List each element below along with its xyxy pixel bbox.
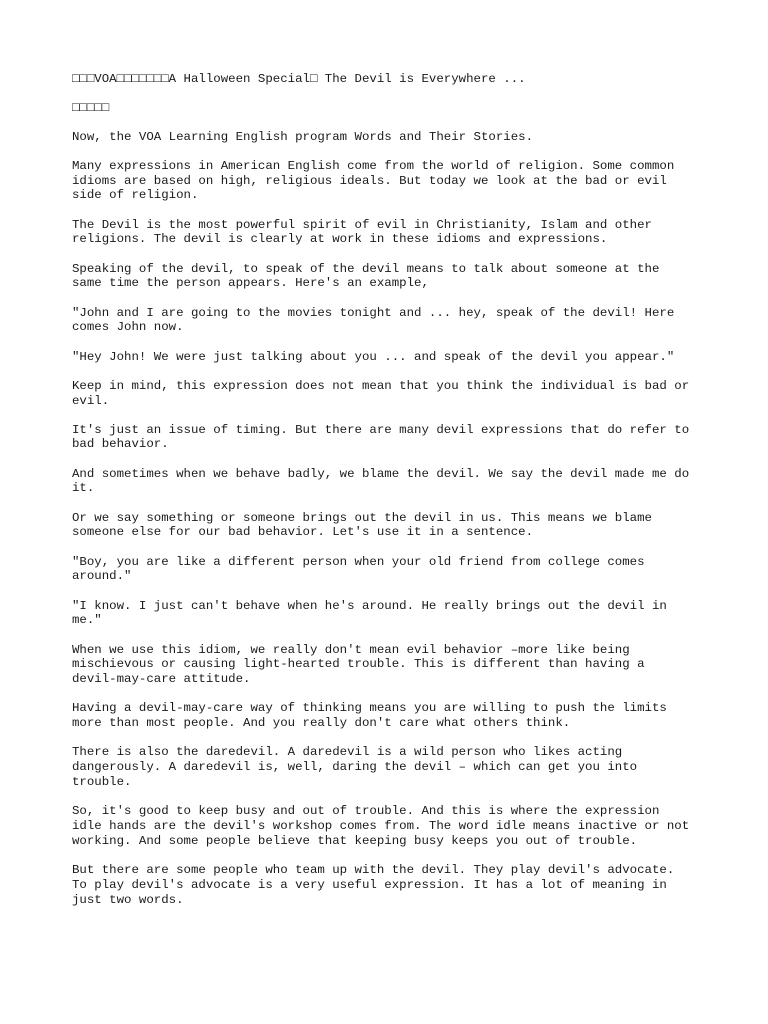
paragraph: Now, the VOA Learning English program Words and Their Stories. — [72, 129, 534, 144]
paragraph: The Devil is the most powerful spirit of evil in Christianity, Islam and other religions. The devil is clearly at work in these idioms and expressions. — [72, 217, 652, 247]
paragraph: Keep in mind, this expression does not mean that you think the individual is bad or evil. — [72, 378, 690, 408]
paragraph: There is also the daredevil. A daredevil is a wild person who likes acting dangerously. A daredevil is, well, daring the devil – which can get you into trouble. — [72, 745, 638, 789]
document-subtitle: □□□□□ — [72, 100, 110, 115]
paragraph: "John and I are going to the movies tonight and ... hey, speak of the devil! Here comes John now. — [72, 305, 675, 335]
paragraph: But there are some people who team up with the devil. They play devil's advocate. To play devil's advocate is a very useful expression. It has a lot of meaning in just two words. — [72, 862, 675, 907]
paragraph: "I know. I just can't behave when he's around. He really brings out the devil in me." — [72, 598, 667, 628]
document-title: □□□VOA□□□□□□□A Halloween Special□ The Devil is Everywhere ... — [72, 72, 526, 86]
paragraph: Or we say something or someone brings out the devil in us. This means we blame someone else for our bad behavior. Let's use it in a sentence. — [72, 510, 652, 540]
paragraph: It's just an issue of timing. But there are many devil expressions that do refer to bad behavior. — [72, 422, 690, 452]
paragraph: When we use this idiom, we really don't mean evil behavior –more like being mischievous or causing light-hearted trouble. This is different than having a devil-may-care attitude. — [72, 642, 645, 687]
document-body — [72, 72, 704, 922]
paragraph: Many expressions in American English come from the world of religion. Some common idioms are based on high, religious ideals. But today we look at the bad or evil side of religion. — [72, 158, 675, 203]
paragraph: And sometimes when we behave badly, we blame the devil. We say the devil made me do it. — [72, 466, 690, 496]
paragraph: Speaking of the devil, to speak of the devil means to talk about someone at the same time the person appears. Here's an example, — [72, 261, 660, 291]
paragraph: "Boy, you are like a different person when your old friend from college comes around." — [72, 554, 645, 584]
paragraph: So, it's good to keep busy and out of trouble. And this is where the expression idle hands are the devil's workshop comes from. The word idle means inactive or not working. And some people believe that keeping busy keeps you out of trouble. — [72, 804, 690, 848]
paragraph: "Hey John! We were just talking about you ... and speak of the devil you appear." — [72, 349, 675, 364]
paragraph: Having a devil-may-care way of thinking means you are willing to push the limits more than most people. And you really don't care what others think. — [72, 701, 667, 731]
